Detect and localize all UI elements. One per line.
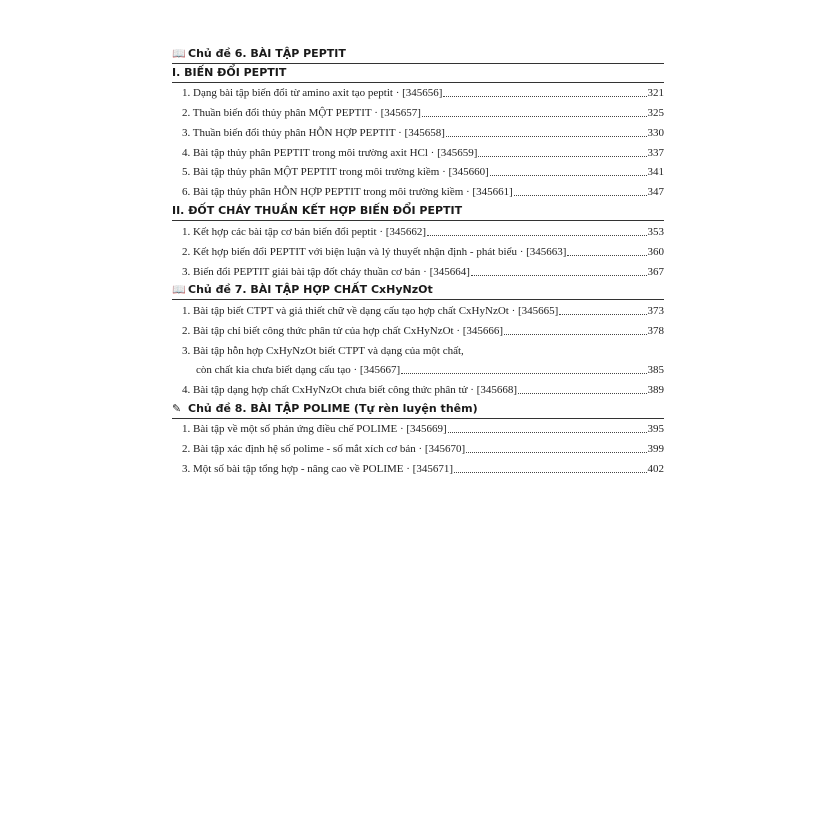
pen-icon: ✎ bbox=[172, 402, 182, 415]
section-title: II. ĐỐT CHÁY THUẦN KẾT HỢP BIẾN ĐỔI PEPTIT bbox=[172, 204, 463, 217]
page-number: 325 bbox=[647, 107, 664, 119]
topic-title: Chủ đề 6. BÀI TẬP PEPTIT bbox=[188, 47, 346, 60]
page-number: 347 bbox=[647, 186, 664, 198]
topic-heading-8 bbox=[172, 402, 664, 419]
toc-entry[interactable]: 2. Kết hợp biến đổi PEPTIT với biện luận và lý thuyết nhận định - phát biểu · [345663] 360 bbox=[182, 246, 664, 258]
page-number: 360 bbox=[647, 246, 664, 258]
dot-leader bbox=[504, 334, 646, 335]
dot-leader bbox=[514, 195, 647, 196]
toc-entry[interactable]: 1. Dạng bài tập biến đổi từ amino axit tạo peptit · [345656] 321 bbox=[182, 87, 664, 99]
dot-leader bbox=[518, 393, 647, 394]
page-number: 389 bbox=[647, 384, 664, 396]
dot-leader bbox=[466, 452, 646, 453]
dot-leader bbox=[567, 255, 646, 256]
topic-title: Chủ đề 8. BÀI TẬP POLIME (Tự rèn luyện thêm) bbox=[188, 402, 478, 415]
toc-entry[interactable]: 3. Biến đổi PEPTIT giải bài tập đốt cháy thuần cơ bản · [345664] 367 bbox=[182, 266, 664, 278]
dot-leader bbox=[454, 472, 647, 473]
toc-entry[interactable]: 3. Thuần biến đổi thủy phân HỖN HỢP PEPTIT · [345658] 330 bbox=[182, 127, 664, 139]
toc-entry[interactable]: 2. Bài tập xác định hệ số polime - số mắt xích cơ bản · [345670] 399 bbox=[182, 443, 664, 455]
section-title: I. BIẾN ĐỔI PEPTIT bbox=[172, 66, 287, 79]
page-number: 341 bbox=[647, 166, 664, 178]
book-icon: 📖 bbox=[172, 283, 186, 296]
toc-entry-line2[interactable]: còn chất kia chưa biết dạng cấu tạo · [345667] 385 bbox=[196, 364, 664, 376]
toc-entry[interactable]: 6. Bài tập thủy phân HỖN HỢP PEPTIT trong môi trường kiềm · [345661] 347 bbox=[182, 186, 664, 198]
page-number: 402 bbox=[647, 463, 664, 475]
toc-entry[interactable]: 3. Một số bài tập tổng hợp - nâng cao về POLIME · [345671] 402 bbox=[182, 463, 664, 475]
dot-leader bbox=[401, 373, 646, 374]
page-number: 330 bbox=[647, 127, 664, 139]
dot-leader bbox=[443, 96, 646, 97]
page-number: 399 bbox=[647, 443, 664, 455]
toc-entry[interactable]: 2. Bài tập chỉ biết công thức phân tử của hợp chất CxHyNzOt · [345666] 378 bbox=[182, 325, 664, 337]
page-number: 337 bbox=[647, 147, 664, 159]
toc-entry[interactable]: 1. Bài tập về một số phản ứng điều chế POLIME · [345669] 395 bbox=[182, 423, 664, 435]
page-number: 353 bbox=[647, 226, 664, 238]
dot-leader bbox=[446, 136, 647, 137]
topic-heading-6 bbox=[172, 47, 664, 64]
page-number: 378 bbox=[647, 325, 664, 337]
toc-entry[interactable]: 4. Bài tập thủy phân PEPTIT trong môi trường axit HCl · [345659] 337 bbox=[182, 147, 664, 159]
dot-leader bbox=[448, 432, 647, 433]
book-icon: 📖 bbox=[172, 47, 186, 60]
section-heading-2 bbox=[172, 204, 664, 221]
topic-heading-7 bbox=[172, 283, 664, 300]
dot-leader bbox=[422, 116, 647, 117]
toc-entry[interactable]: 4. Bài tập dạng hợp chất CxHyNzOt chưa biết công thức phân tử · [345668] 389 bbox=[182, 384, 664, 396]
topic-title: Chủ đề 7. BÀI TẬP HỢP CHẤT CxHyNzOt bbox=[188, 283, 433, 296]
dot-leader bbox=[471, 275, 647, 276]
toc-entry[interactable]: 2. Thuần biến đổi thủy phân MỘT PEPTIT · [345657] 325 bbox=[182, 107, 664, 119]
dot-leader bbox=[427, 235, 646, 236]
page-number: 367 bbox=[647, 266, 664, 278]
toc-entry-line1[interactable]: 3. Bài tập hỗn hợp CxHyNzOt biết CTPT và dạng của một chất, bbox=[182, 345, 464, 357]
dot-leader bbox=[478, 156, 646, 157]
dot-leader bbox=[559, 314, 646, 315]
section-heading-1 bbox=[172, 66, 664, 83]
page-number: 321 bbox=[647, 87, 664, 99]
page-number: 385 bbox=[647, 364, 664, 376]
toc-entry[interactable]: 5. Bài tập thủy phân MỘT PEPTIT trong môi trường kiềm · [345660] 341 bbox=[182, 166, 664, 178]
toc-entry[interactable]: 1. Kết hợp các bài tập cơ bản biến đổi peptit · [345662] 353 bbox=[182, 226, 664, 238]
page-number: 373 bbox=[647, 305, 664, 317]
page-number: 395 bbox=[647, 423, 664, 435]
toc-entry[interactable]: 1. Bài tập biết CTPT và giả thiết chữ về dạng cấu tạo hợp chất CxHyNzOt · [345665] 373 bbox=[182, 305, 664, 317]
dot-leader bbox=[490, 175, 647, 176]
